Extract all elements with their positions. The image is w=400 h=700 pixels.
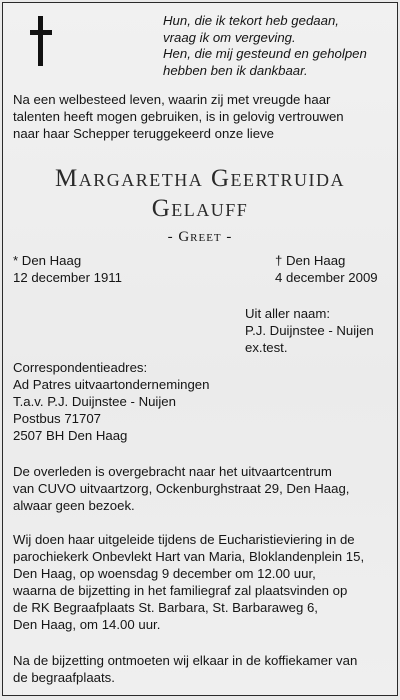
closing-line: Na de bijzetting ontmoeten wij elkaar in de koffiekamer van: [13, 653, 358, 668]
poem-line: vraag ik om vergeving.: [163, 29, 296, 45]
poem-line: Hen, die mij gesteund en geholpen: [163, 46, 367, 61]
service-line: waarna de bijzetting in het familiegraf zal plaatsvinden op: [13, 583, 348, 598]
nickname: - Greet -: [167, 229, 233, 245]
service-line: parochiekerk Onbevlekt Hart van Maria, Bloklandenplein 15,: [13, 549, 365, 564]
intro-line: Na een welbesteed leven, waarin zij met vreugde haar: [13, 92, 331, 107]
correspondence-line: 2507 BH Den Haag: [13, 428, 128, 443]
poem-line: hebben ben ik dankbaar.: [163, 62, 308, 78]
transfer-line: alwaar geen bezoek.: [13, 498, 135, 513]
correspondence-line: Postbus 71707: [13, 411, 101, 426]
death-place: † Den Haag: [275, 253, 346, 268]
transfer-line: De overleden is overgebracht naar het uitvaartcentrum: [13, 464, 332, 479]
death-date: 4 december 2009: [275, 270, 378, 285]
deceased-name-last: Gelauff: [151, 195, 249, 222]
correspondence-line: Ad Patres uitvaartondernemingen: [13, 377, 210, 392]
birth-date: 12 december 1911: [13, 270, 122, 285]
deceased-name-first: Margaretha Geertruida: [55, 165, 345, 192]
service-line: Den Haag, om 14.00 uur.: [13, 617, 161, 632]
poem-line: Hun, die ik tekort heb gedaan,: [163, 13, 339, 28]
service-line: Den Haag, op woensdag 9 december om 12.00 uur,: [13, 566, 316, 581]
correspondence-line: T.a.v. P.J. Duijnstee - Nuijen: [13, 394, 176, 409]
on-behalf-spouse: ex.test.: [245, 340, 288, 355]
correspondence-label: Correspondentieadres:: [13, 360, 148, 375]
transfer-line: van CUVO uitvaartzorg, Ockenburghstraat 29, Den Haag,: [13, 481, 350, 496]
death-notice-card: [2, 2, 398, 696]
on-behalf-name: P.J. Duijnstee - Nuijen: [245, 323, 374, 338]
service-line: de RK Begraafplaats St. Barbara, St. Barbaraweg 6,: [13, 600, 318, 615]
cross-icon: [30, 16, 52, 66]
intro-line: naar haar Schepper teruggekeerd onze lieve: [13, 126, 274, 141]
poem: [163, 13, 367, 79]
on-behalf-label: Uit aller naam:: [245, 306, 331, 321]
service-line: Wij doen haar uitgeleide tijdens de Eucharistieviering in de: [13, 532, 355, 547]
birth-place: * Den Haag: [13, 253, 82, 268]
closing-line: de begraafplaats.: [13, 670, 115, 685]
intro-line: talenten heeft mogen gebruiken, is in gelovig vertrouwen: [13, 109, 344, 124]
